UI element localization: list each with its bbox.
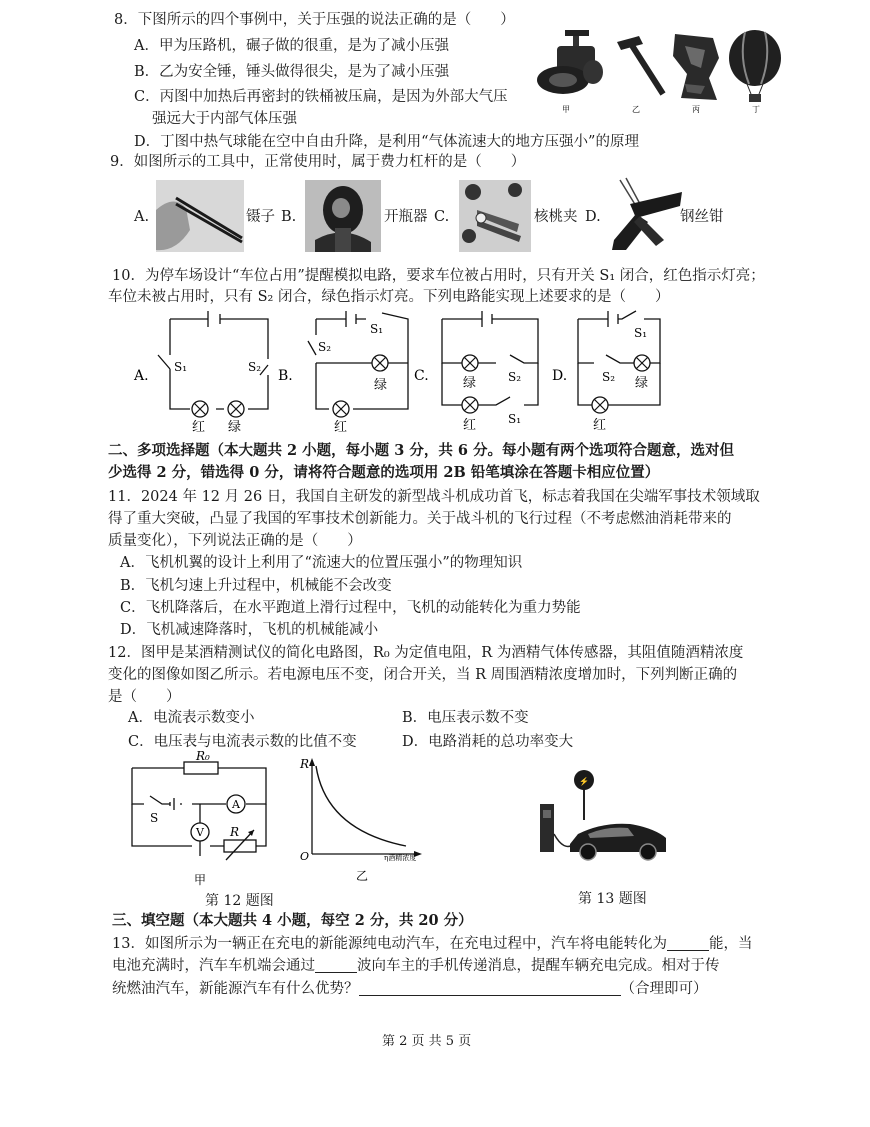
q10-b-red: 红 bbox=[334, 420, 348, 435]
q10-b-s1: S₁ bbox=[370, 322, 384, 336]
q10-label-b: B. bbox=[278, 368, 293, 384]
q12-label-r0: R₀ bbox=[196, 749, 210, 763]
section3-heading: 三、填空题（本大题共 4 小题，每空 2 分，共 20 分） bbox=[112, 912, 473, 929]
q11-stem-line2: 得了重大突破，凸显了我国的军事技术创新能力。关于战斗机的飞行过程（不考虑燃油消耗带来的 bbox=[108, 511, 732, 527]
q13-figure-caption: 第 13 题图 bbox=[578, 891, 647, 907]
q13-text-part4: 波向车主的手机传递消息，提醒车辆充电完成。相对于传 bbox=[357, 958, 720, 974]
q12-r-concentration-graph bbox=[298, 756, 428, 882]
q9-option-b-letter: B. bbox=[281, 209, 297, 225]
q8-label-ding: 丁 bbox=[752, 105, 760, 114]
q12-stem-line1: 12．图甲是某酒精测试仪的简化电路图，R₀ 为定值电阻，R 为酒精气体传感器，其阻值随酒精浓度 bbox=[108, 645, 744, 661]
q10-d-green: 绿 bbox=[635, 376, 649, 391]
q13-text-part3: 电池充满时，汽车车机端会通过 bbox=[112, 958, 315, 974]
q12-stem-line3: 是（ ） bbox=[108, 689, 181, 705]
q11-option-c: C．飞机降落后，在水平跑道上滑行过程中，飞机的动能转化为重力势能 bbox=[120, 600, 581, 616]
q12-option-a: A．电流表示数变小 bbox=[128, 710, 255, 726]
tweezers-image bbox=[156, 180, 244, 252]
q13-text-part6: （合理即可） bbox=[620, 981, 708, 997]
hot-air-balloon-image bbox=[729, 30, 781, 102]
q11-option-a: A．飞机机翼的设计上利用了“流速大的位置压强小”的物理知识 bbox=[120, 555, 523, 571]
q12-option-c: C．电压表与电流表示数的比值不变 bbox=[128, 734, 357, 750]
charging-ev-image bbox=[530, 762, 672, 868]
q9-option-a-label: 镊子 bbox=[246, 209, 275, 225]
q8-label-bing: 丙 bbox=[692, 105, 700, 114]
q10-a-s2: S₂ bbox=[248, 360, 262, 374]
q12-stem-line2: 变化的图像如图乙所示。若电源电压不变，闭合开关，当 R 周围酒精浓度增加时，下列判断正确的 bbox=[108, 667, 738, 683]
q12-option-b: B．电压表示数不变 bbox=[402, 710, 529, 726]
q13-line3 bbox=[112, 979, 708, 999]
q9-option-a-letter: A. bbox=[134, 209, 150, 225]
q12-option-d: D．电路消耗的总功率变大 bbox=[402, 734, 574, 750]
page-footer: 第 2 页 共 5 页 bbox=[382, 1034, 472, 1049]
q11-stem-line3: 质量变化），下列说法正确的是（ ） bbox=[108, 533, 362, 549]
q12-label-yi: 乙 bbox=[356, 869, 369, 883]
q9-option-d-label: 钢丝钳 bbox=[680, 209, 724, 225]
q12-circuit-diagram bbox=[126, 749, 276, 888]
q8-label-yi: 乙 bbox=[632, 105, 640, 114]
q10-stem-line1: 10．为停车场设计“车位占用”提醒模拟电路，要求车位被占用时，只有开关 S₁ 闭合，红色指示灯亮； bbox=[112, 268, 765, 284]
svg-text:⚡: ⚡ bbox=[579, 777, 589, 786]
q11-option-b: B．飞机匀速上升过程中，机械能不会改变 bbox=[120, 578, 392, 594]
answer-blank-1[interactable] bbox=[667, 936, 709, 951]
q9-option-c-label: 核桃夹 bbox=[534, 209, 578, 225]
voltmeter-symbol: V bbox=[196, 826, 204, 839]
q10-c-s2: S₂ bbox=[508, 370, 522, 384]
section2-heading-line1: 二、多项选择题（本大题共 2 小题，每小题 3 分，共 6 分。每小题有两个选项符合题意，选对但 bbox=[108, 442, 735, 459]
pliers-image bbox=[606, 178, 684, 250]
q11-option-d: D．飞机减速降落时，飞机的机械能减小 bbox=[120, 622, 379, 638]
q10-label-d: D. bbox=[552, 368, 568, 384]
nutcracker-image bbox=[459, 180, 531, 252]
q11-stem-line1: 11．2024 年 12 月 26 日，我国自主研发的新型战斗机成功首飞，标志着我国在尖端军事技术领域取 bbox=[108, 489, 760, 505]
q8-stem: 8．下图所示的四个事例中，关于压强的说法正确的是（ ） bbox=[114, 12, 515, 28]
q8-option-c-line1: C．丙图中加热后再密封的铁桶被压扁，是因为外部大气压 bbox=[134, 89, 508, 105]
q10-label-a: A. bbox=[134, 368, 149, 384]
q13-line1 bbox=[112, 934, 752, 954]
q10-a-red: 红 bbox=[192, 420, 206, 435]
q8-option-a: A．甲为压路机，碾子做的很重，是为了减小压强 bbox=[134, 38, 449, 54]
q12-figure-caption: 第 12 题图 bbox=[205, 893, 274, 909]
answer-blank-3[interactable] bbox=[359, 981, 621, 996]
crushed-barrel-image bbox=[673, 34, 719, 100]
q10-c-red: 红 bbox=[463, 418, 477, 433]
q9-option-c-letter: C. bbox=[434, 209, 450, 225]
q10-d-red: 红 bbox=[593, 418, 607, 433]
q10-d-s2: S₂ bbox=[602, 370, 616, 384]
q8-figures bbox=[535, 28, 785, 118]
q8-option-b: B．乙为安全锤，锤头做得很尖，是为了减小压强 bbox=[134, 64, 450, 80]
graph-x-label: η酒精浓度 bbox=[384, 854, 417, 862]
graph-y-label: R bbox=[300, 757, 310, 771]
q10-a-green: 绿 bbox=[228, 420, 242, 435]
section2-heading-line2: 少选得 2 分，错选得 0 分，请将符合题意的选项用 2B 铅笔填涂在答题卡相应位置） bbox=[108, 464, 660, 481]
q10-a-s1: S₁ bbox=[174, 360, 188, 374]
graph-origin-label: O bbox=[300, 850, 310, 863]
q12-label-r: R bbox=[230, 825, 240, 839]
q13-text-part1: 13．如图所示为一辆正在充电的新能源纯电动汽车，在充电过程中，汽车将电能转化为 bbox=[112, 936, 667, 952]
q10-stem-line2: 车位未被占用时，只有 S₂ 闭合，绿色指示灯亮。下列电路能实现上述要求的是（ ） bbox=[108, 289, 670, 305]
q9-stem: 9．如图所示的工具中，正常使用时，属于费力杠杆的是（ ） bbox=[110, 154, 526, 170]
q8-option-d: D．丁图中热气球能在空中自由升降，是利用“气体流速大的地方压强小”的原理 bbox=[134, 134, 639, 150]
q10-c-green: 绿 bbox=[463, 376, 477, 391]
q12-label-jia: 甲 bbox=[194, 873, 207, 887]
answer-blank-2[interactable] bbox=[315, 958, 357, 973]
safety-hammer-image bbox=[617, 36, 663, 94]
q9-option-b-label: 开瓶器 bbox=[384, 209, 428, 225]
q10-b-s2: S₂ bbox=[318, 340, 332, 354]
q10-d-s1: S₁ bbox=[634, 326, 648, 340]
q10-b-green: 绿 bbox=[374, 378, 388, 393]
bottle-opener-image bbox=[305, 180, 381, 252]
q8-label-jia: 甲 bbox=[562, 105, 570, 114]
q13-text-part2: 能，当 bbox=[708, 936, 753, 952]
q10-label-c: C. bbox=[414, 368, 429, 384]
q10-circuits bbox=[120, 305, 820, 435]
q12-label-s: S bbox=[150, 811, 159, 825]
ammeter-symbol: A bbox=[232, 798, 240, 811]
q10-c-s1: S₁ bbox=[508, 412, 522, 426]
q13-line2 bbox=[112, 956, 720, 976]
q8-option-c-line2: 强远大于内部气体压强 bbox=[152, 111, 297, 127]
q13-text-part5: 统燃油汽车，新能源汽车有什么优势？ bbox=[112, 981, 359, 997]
road-roller-image bbox=[537, 30, 603, 94]
q9-option-d-letter: D. bbox=[585, 209, 601, 225]
